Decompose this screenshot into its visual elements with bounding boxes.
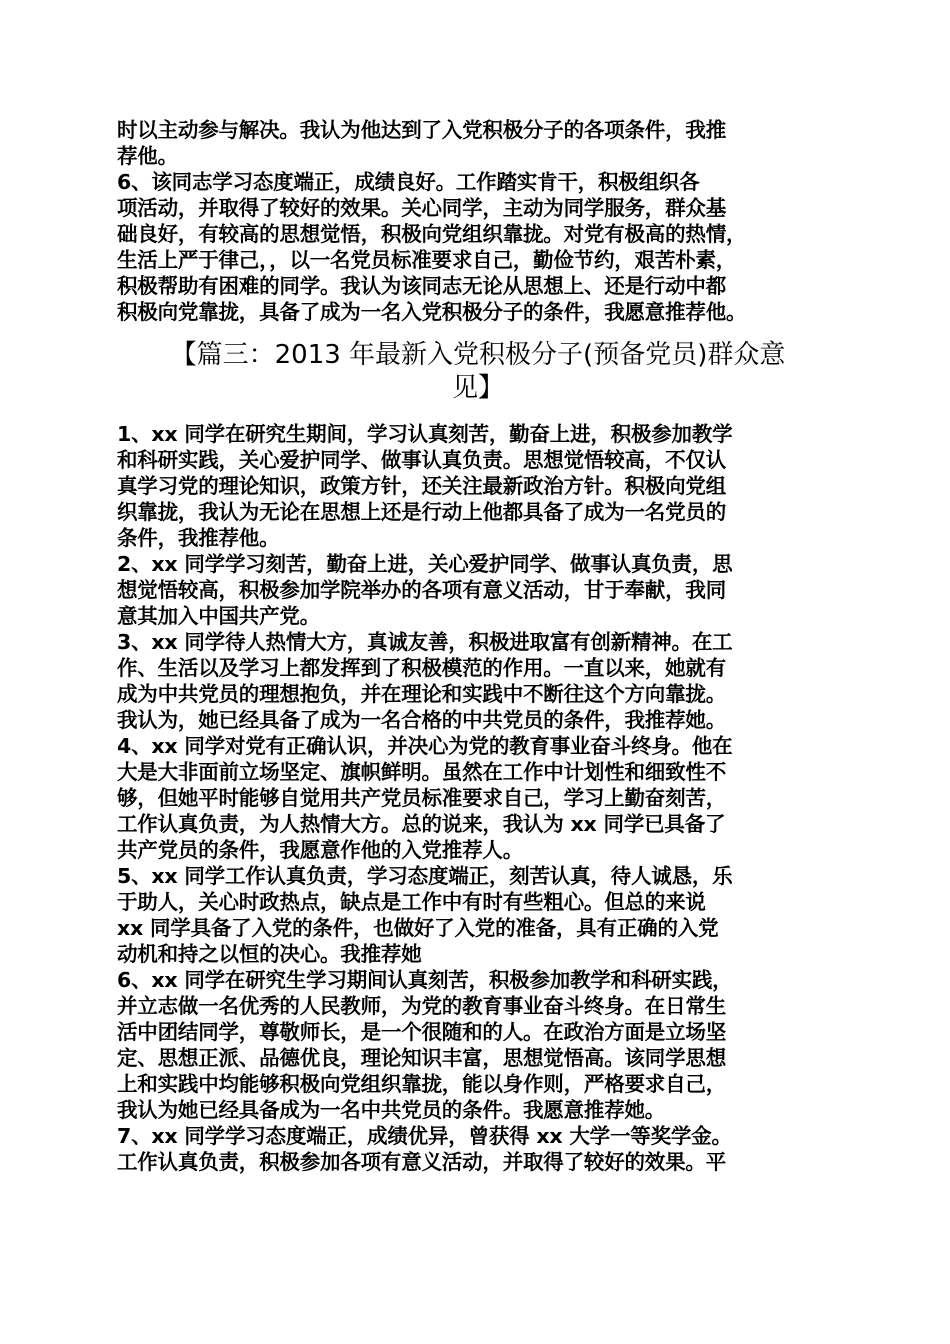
text-line: 和科研实践，关心爱护同学、做事认真负责。思想觉悟较高，不仅认 <box>117 448 726 472</box>
section-heading-line: 【篇三：2013 年最新入党积极分子(预备党员)群众意 <box>170 340 786 370</box>
text-line: 3、xx 同学待人热情大方，真诚友善，积极进取富有创新精神。在工 <box>117 630 733 654</box>
text-line: 够，但她平时能够自觉用共产党员标准要求自己，学习上勤奋刻苦， <box>117 786 726 810</box>
text-line: 6、该同志学习态度端正，成绩良好。工作踏实肯干，积极组织各 <box>117 170 700 194</box>
text-line: 2、xx 同学学习刻苦，勤奋上进，关心爱护同学、做事认真负责，思 <box>117 552 733 576</box>
text-line: 共产党员的条件，我愿意作他的入党推荐人。 <box>117 838 523 862</box>
text-line: 7、xx 同学学习态度端正，成绩优异，曾获得 xx 大学一等奖学金。 <box>117 1124 732 1148</box>
text-line: 活中团结同学，尊敬师长，是一个很随和的人。在政治方面是立场坚 <box>117 1020 726 1044</box>
text-line: 我认为她已经具备成为一名中共党员的条件。我愿意推荐她。 <box>117 1098 666 1122</box>
recommendation-list <box>117 421 839 1175</box>
text-line: 织靠拢，我认为无论在思想上还是行动上他都具备了成为一名党员的 <box>117 500 726 524</box>
text-line: 生活上严于律己，，以一名党员标准要求自己，勤俭节约，艰苦朴素， <box>117 248 737 272</box>
text-line: 我认为，她已经具备了成为一名合格的中共党员的条件，我推荐她。 <box>117 708 726 732</box>
text-line: xx 同学具备了入党的条件，也做好了入党的准备，具有正确的入党 <box>117 916 719 940</box>
text-line: 工作认真负责，为人热情大方。总的说来，我认为 xx 同学已具备了 <box>117 812 726 836</box>
text-line: 4、xx 同学对党有正确认识，并决心为党的教育事业奋斗终身。他在 <box>117 734 733 758</box>
text-line: 上和实践中均能够积极向党组织靠拢，能以身作则，严格要求自己， <box>117 1072 726 1096</box>
section-heading <box>117 339 839 405</box>
text-line: 想觉悟较高，积极参加学院举办的各项有意义活动，甘于奉献，我同 <box>117 578 726 602</box>
text-line: 工作认真负责，积极参加各项有意义活动，并取得了较好的效果。平 <box>117 1150 726 1174</box>
text-line: 积极帮助有困难的同学。我认为该同志无论从思想上、还是行动中都 <box>117 274 726 298</box>
text-line: 成为中共党员的理想抱负，并在理论和实践中不断往这个方向靠拢。 <box>117 682 726 706</box>
section-heading-line: 见】 <box>451 373 504 403</box>
text-line: 条件，我推荐他。 <box>117 526 280 550</box>
text-line: 1、xx 同学在研究生期间，学习认真刻苦，勤奋上进，积极参加教学 <box>117 422 733 446</box>
text-line: 积极向党靠拢，具备了成为一名入党积极分子的条件，我愿意推荐他。 <box>117 300 747 324</box>
text-line: 意其加入中国共产党。 <box>117 604 320 628</box>
text-line: 项活动，并取得了较好的效果。关心同学，主动为同学服务，群众基 <box>117 196 726 220</box>
text-line: 定、思想正派、品德优良，理论知识丰富，思想觉悟高。该同学思想 <box>117 1046 726 1070</box>
text-line: 6、xx 同学在研究生学习期间认真刻苦，积极参加教学和科研实践， <box>117 968 733 992</box>
text-line: 础良好，有较高的思想觉悟，积极向党组织靠拢。对党有极高的热情， <box>117 222 747 246</box>
text-line: 于助人，关心时政热点，缺点是工作中有时有些粗心。但总的来说 <box>117 890 706 914</box>
text-line: 荐他。 <box>117 144 178 168</box>
text-line: 并立志做一名优秀的人民教师，为党的教育事业奋斗终身。在日常生 <box>117 994 726 1018</box>
text-line: 真学习党的理论知识，政策方针，还关注最新政治方针。积极向党组 <box>117 474 726 498</box>
text-line: 时以主动参与解决。我认为他达到了入党积极分子的各项条件，我推 <box>117 118 726 142</box>
recommendation-continuation <box>117 117 839 325</box>
text-line: 动机和持之以恒的决心。我推荐她 <box>117 942 422 966</box>
text-line: 大是大非面前立场坚定、旗帜鲜明。虽然在工作中计划性和细致性不 <box>117 760 726 784</box>
text-line: 作、生活以及学习上都发挥到了积极模范的作用。一直以来，她就有 <box>117 656 726 680</box>
text-line: 5、xx 同学工作认真负责，学习态度端正，刻苦认真，待人诚恳，乐 <box>117 864 733 888</box>
